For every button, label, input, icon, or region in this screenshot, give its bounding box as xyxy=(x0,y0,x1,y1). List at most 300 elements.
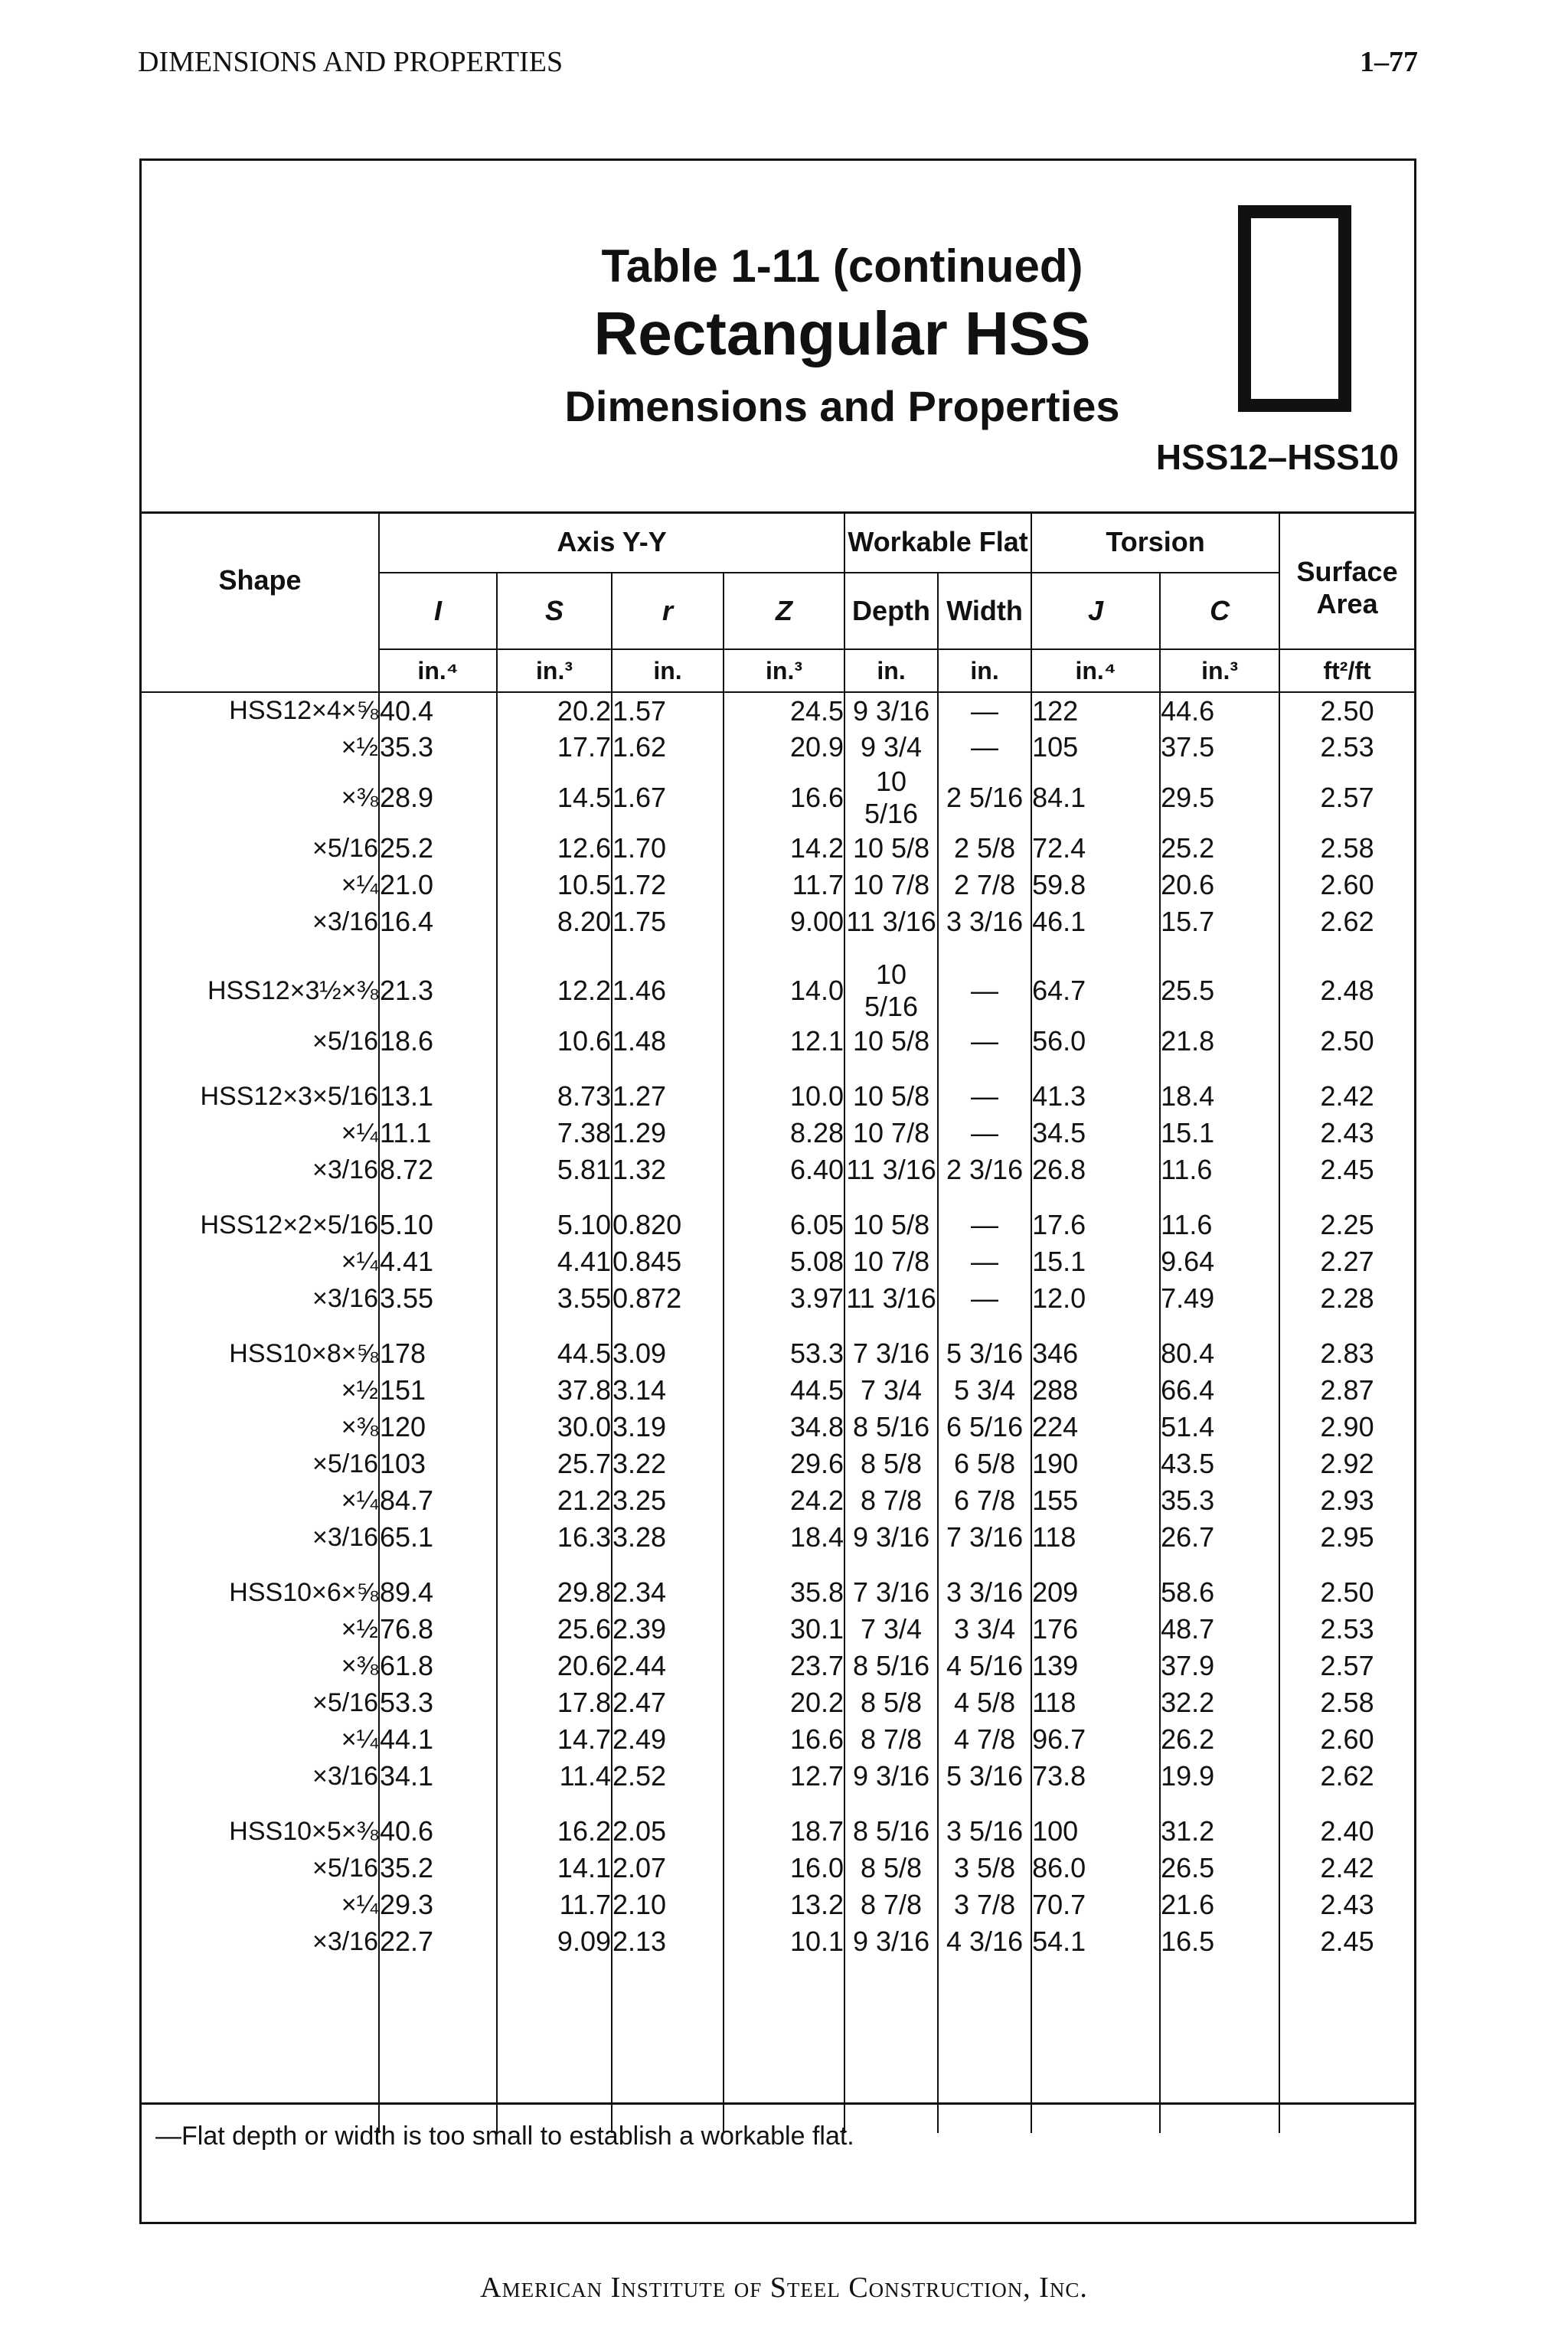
table-row xyxy=(142,692,1414,729)
cell-depth: 10 5/8 xyxy=(844,1023,938,1060)
cell-i: 120 xyxy=(379,1409,497,1446)
cell-i: 5.10 xyxy=(379,1207,497,1243)
cell-c: 19.9 xyxy=(1160,1758,1279,1795)
cell-z: 18.7 xyxy=(724,1813,844,1850)
spacer-cell xyxy=(844,1317,938,1335)
cell-r: 2.47 xyxy=(612,1684,724,1721)
cell-width: 5 3/16 xyxy=(938,1758,1031,1795)
table-row xyxy=(142,1850,1414,1886)
cell-z: 14.0 xyxy=(724,959,844,1023)
spacer-cell xyxy=(938,940,1031,959)
cell-j: 139 xyxy=(1031,1648,1160,1684)
cell-r: 2.44 xyxy=(612,1648,724,1684)
cell-area: 2.48 xyxy=(1279,959,1414,1023)
cell-shape: ×5/16 xyxy=(312,1026,378,1056)
table-row xyxy=(142,1758,1414,1795)
cell-shape: ×½ xyxy=(341,1614,378,1644)
cell-r: 3.09 xyxy=(612,1335,724,1372)
cell-i: 21.0 xyxy=(379,867,497,903)
cell-area: 2.40 xyxy=(1279,1813,1414,1850)
table-row xyxy=(142,1409,1414,1446)
spacer-cell xyxy=(497,1795,612,1813)
cell-shape: ×3/16 xyxy=(312,1926,378,1956)
cell-c: 11.6 xyxy=(1160,1207,1279,1243)
unit-width: in. xyxy=(938,649,1031,692)
table-row xyxy=(142,959,1414,1023)
table-row xyxy=(142,1611,1414,1648)
header-torsion: Torsion xyxy=(1031,511,1279,573)
cell-i: 76.8 xyxy=(379,1611,497,1648)
cell-i: 11.1 xyxy=(379,1115,497,1152)
table-row xyxy=(142,1280,1414,1317)
cell-s: 8.20 xyxy=(497,903,612,940)
cell-s: 21.2 xyxy=(497,1482,612,1519)
cell-shape: HSS10×8×⅝ xyxy=(229,1338,378,1368)
cell-s: 8.73 xyxy=(497,1078,612,1115)
cell-c: 20.6 xyxy=(1160,867,1279,903)
cell-area: 2.53 xyxy=(1279,729,1414,766)
cell-z: 16.6 xyxy=(724,1721,844,1758)
cell-c: 66.4 xyxy=(1160,1372,1279,1409)
cell-area: 2.25 xyxy=(1279,1207,1414,1243)
cell-area: 2.87 xyxy=(1279,1372,1414,1409)
cell-shape: ×¼ xyxy=(341,870,378,900)
cell-i: 22.7 xyxy=(379,1923,497,1960)
cell-shape: HSS12×3×5/16 xyxy=(200,1081,378,1111)
table-row xyxy=(142,1648,1414,1684)
cell-z: 8.28 xyxy=(724,1115,844,1152)
spacer-cell xyxy=(1160,1060,1279,1078)
cell-depth: 7 3/16 xyxy=(844,1335,938,1372)
cell-area: 2.57 xyxy=(1279,766,1414,830)
cell-s: 14.1 xyxy=(497,1850,612,1886)
cell-shape: ×½ xyxy=(341,732,378,762)
unit-area: ft²/ft xyxy=(1279,649,1414,692)
cell-z: 24.2 xyxy=(724,1482,844,1519)
spacer-cell xyxy=(1031,940,1160,959)
unit-z: in.³ xyxy=(724,649,844,692)
header-flat-width: Width xyxy=(938,573,1031,649)
cell-i: 103 xyxy=(379,1446,497,1482)
cell-width: 3 3/16 xyxy=(938,903,1031,940)
cell-i: 53.3 xyxy=(379,1684,497,1721)
spacer-cell xyxy=(497,1556,612,1574)
cell-j: 64.7 xyxy=(1031,959,1160,1023)
cell-s: 14.7 xyxy=(497,1721,612,1758)
page-number: 1–77 xyxy=(1360,46,1418,78)
unit-i: in.⁴ xyxy=(379,649,497,692)
cell-width: 2 3/16 xyxy=(938,1152,1031,1188)
cell-depth: 11 3/16 xyxy=(844,1152,938,1188)
cell-area: 2.27 xyxy=(1279,1243,1414,1280)
table-row xyxy=(142,1684,1414,1721)
cell-s: 12.6 xyxy=(497,830,612,867)
cell-i: 29.3 xyxy=(379,1886,497,1923)
table-row xyxy=(142,1078,1414,1115)
cell-depth: 8 5/16 xyxy=(844,1409,938,1446)
cell-shape: HSS12×4×⅝ xyxy=(229,696,378,725)
spacer-cell xyxy=(612,1556,724,1574)
cell-z: 9.00 xyxy=(724,903,844,940)
spacer-cell xyxy=(379,1795,497,1813)
cell-z: 30.1 xyxy=(724,1611,844,1648)
cell-c: 32.2 xyxy=(1160,1684,1279,1721)
spacer-cell xyxy=(1279,1060,1414,1078)
table-row xyxy=(142,830,1414,867)
cell-j: 56.0 xyxy=(1031,1023,1160,1060)
cell-shape: ×3/16 xyxy=(312,1283,378,1313)
cell-i: 28.9 xyxy=(379,766,497,830)
cell-r: 2.10 xyxy=(612,1886,724,1923)
table-row xyxy=(142,1115,1414,1152)
cell-i: 18.6 xyxy=(379,1023,497,1060)
spacer-cell xyxy=(379,1556,497,1574)
table-row xyxy=(142,1574,1414,1611)
table-title: Rectangular HSS xyxy=(593,299,1091,368)
cell-shape: HSS12×3½×⅜ xyxy=(207,975,378,1005)
spacer-cell xyxy=(1279,1188,1414,1207)
cell-j: 176 xyxy=(1031,1611,1160,1648)
spacer-cell xyxy=(724,1317,844,1335)
cell-depth: 9 3/16 xyxy=(844,1923,938,1960)
cell-area: 2.60 xyxy=(1279,867,1414,903)
cell-area: 2.90 xyxy=(1279,1409,1414,1446)
spacer-cell xyxy=(844,1795,938,1813)
running-head xyxy=(138,43,1418,81)
cell-area: 2.43 xyxy=(1279,1886,1414,1923)
cell-j: 346 xyxy=(1031,1335,1160,1372)
cell-area: 2.45 xyxy=(1279,1923,1414,1960)
table-row xyxy=(142,1152,1414,1188)
table-row xyxy=(142,1886,1414,1923)
table-row xyxy=(142,1446,1414,1482)
spacer-cell xyxy=(142,1317,379,1335)
cell-depth: 8 5/16 xyxy=(844,1648,938,1684)
cell-z: 12.7 xyxy=(724,1758,844,1795)
cell-width: 3 5/16 xyxy=(938,1813,1031,1850)
cell-r: 2.39 xyxy=(612,1611,724,1648)
cell-area: 2.58 xyxy=(1279,830,1414,867)
cell-c: 35.3 xyxy=(1160,1482,1279,1519)
cell-r: 2.49 xyxy=(612,1721,724,1758)
cell-z: 6.05 xyxy=(724,1207,844,1243)
cell-shape: ×3/16 xyxy=(312,906,378,936)
spacer-cell xyxy=(1160,1795,1279,1813)
cell-depth: 11 3/16 xyxy=(844,903,938,940)
spacer-cell xyxy=(724,1556,844,1574)
cell-depth: 8 7/8 xyxy=(844,1482,938,1519)
cell-j: 288 xyxy=(1031,1372,1160,1409)
cell-shape: HSS12×2×5/16 xyxy=(200,1210,378,1240)
cell-width: 6 7/8 xyxy=(938,1482,1031,1519)
cell-c: 15.7 xyxy=(1160,903,1279,940)
spacer-cell xyxy=(938,1317,1031,1335)
cell-shape: ×3/16 xyxy=(312,1522,378,1552)
cell-j: 17.6 xyxy=(1031,1207,1160,1243)
cell-s: 25.7 xyxy=(497,1446,612,1482)
cell-r: 1.29 xyxy=(612,1115,724,1152)
header-workable-flat: Workable Flat xyxy=(844,511,1031,573)
cell-j: 26.8 xyxy=(1031,1152,1160,1188)
cell-depth: 9 3/16 xyxy=(844,692,938,729)
cell-j: 12.0 xyxy=(1031,1280,1160,1317)
cell-i: 35.2 xyxy=(379,1850,497,1886)
cell-c: 29.5 xyxy=(1160,766,1279,830)
cell-c: 16.5 xyxy=(1160,1923,1279,1960)
unit-j: in.⁴ xyxy=(1031,649,1160,692)
cell-area: 2.50 xyxy=(1279,692,1414,729)
cell-z: 6.40 xyxy=(724,1152,844,1188)
group-spacer xyxy=(142,1060,1414,1078)
cell-width: 5 3/4 xyxy=(938,1372,1031,1409)
spacer-cell xyxy=(612,940,724,959)
cell-i: 44.1 xyxy=(379,1721,497,1758)
cell-depth: 10 7/8 xyxy=(844,1243,938,1280)
cell-area: 2.83 xyxy=(1279,1335,1414,1372)
cell-s: 10.5 xyxy=(497,867,612,903)
cell-c: 21.6 xyxy=(1160,1886,1279,1923)
publisher-footer: American Institute of Steel Construction, Inc. xyxy=(480,2272,1088,2304)
spacer-cell xyxy=(724,940,844,959)
cell-r: 3.14 xyxy=(612,1372,724,1409)
footnote xyxy=(142,2102,1414,2226)
spacer-cell xyxy=(142,1060,379,1078)
table-area xyxy=(142,511,1414,2102)
cell-r: 1.57 xyxy=(612,692,724,729)
cell-r: 0.820 xyxy=(612,1207,724,1243)
cell-s: 3.55 xyxy=(497,1280,612,1317)
spacer-cell xyxy=(1031,1317,1160,1335)
cell-z: 16.6 xyxy=(724,766,844,830)
cell-j: 84.1 xyxy=(1031,766,1160,830)
cell-r: 0.872 xyxy=(612,1280,724,1317)
cell-width: 4 7/8 xyxy=(938,1721,1031,1758)
cell-depth: 7 3/4 xyxy=(844,1372,938,1409)
cell-c: 11.6 xyxy=(1160,1152,1279,1188)
cell-j: 190 xyxy=(1031,1446,1160,1482)
cell-i: 3.55 xyxy=(379,1280,497,1317)
cell-shape: ×¼ xyxy=(341,1724,378,1754)
cell-j: 15.1 xyxy=(1031,1243,1160,1280)
cell-width: 3 3/4 xyxy=(938,1611,1031,1648)
cell-s: 11.4 xyxy=(497,1758,612,1795)
cell-j: 155 xyxy=(1031,1482,1160,1519)
cell-i: 21.3 xyxy=(379,959,497,1023)
cell-i: 16.4 xyxy=(379,903,497,940)
cell-area: 2.57 xyxy=(1279,1648,1414,1684)
cell-r: 1.72 xyxy=(612,867,724,903)
cell-shape: ×5/16 xyxy=(312,833,378,863)
cell-depth: 9 3/16 xyxy=(844,1519,938,1556)
cell-j: 73.8 xyxy=(1031,1758,1160,1795)
spacer-cell xyxy=(497,940,612,959)
cell-i: 25.2 xyxy=(379,830,497,867)
cell-shape: ×½ xyxy=(341,1375,378,1405)
spacer-cell xyxy=(497,1188,612,1207)
cell-depth: 8 5/16 xyxy=(844,1813,938,1850)
spacer-cell xyxy=(379,1188,497,1207)
cell-depth: 9 3/4 xyxy=(844,729,938,766)
cell-depth: 7 3/4 xyxy=(844,1611,938,1648)
cell-z: 29.6 xyxy=(724,1446,844,1482)
cell-z: 5.08 xyxy=(724,1243,844,1280)
cell-r: 1.46 xyxy=(612,959,724,1023)
cell-r: 1.62 xyxy=(612,729,724,766)
cell-z: 20.2 xyxy=(724,1684,844,1721)
cell-j: 86.0 xyxy=(1031,1850,1160,1886)
cell-r: 1.27 xyxy=(612,1078,724,1115)
cell-s: 10.6 xyxy=(497,1023,612,1060)
cell-depth: 10 5/16 xyxy=(844,766,938,830)
cell-z: 35.8 xyxy=(724,1574,844,1611)
spacer-cell xyxy=(142,1795,379,1813)
cell-depth: 10 5/16 xyxy=(844,959,938,1023)
cell-j: 224 xyxy=(1031,1409,1160,1446)
cell-c: 58.6 xyxy=(1160,1574,1279,1611)
cell-r: 3.28 xyxy=(612,1519,724,1556)
table-row xyxy=(142,1923,1414,1960)
spacer-cell xyxy=(379,1317,497,1335)
spacer-cell xyxy=(142,1556,379,1574)
spacer-cell xyxy=(142,940,379,959)
cell-c: 25.5 xyxy=(1160,959,1279,1023)
cell-s: 20.6 xyxy=(497,1648,612,1684)
cell-z: 24.5 xyxy=(724,692,844,729)
cell-width: 3 3/16 xyxy=(938,1574,1031,1611)
spacer-cell xyxy=(938,1060,1031,1078)
cell-s: 17.8 xyxy=(497,1684,612,1721)
table-body xyxy=(142,692,1414,2133)
cell-depth: 11 3/16 xyxy=(844,1280,938,1317)
cell-area: 2.43 xyxy=(1279,1115,1414,1152)
cell-c: 15.1 xyxy=(1160,1115,1279,1152)
cell-c: 44.6 xyxy=(1160,692,1279,729)
cell-s: 9.09 xyxy=(497,1923,612,1960)
cell-s: 12.2 xyxy=(497,959,612,1023)
cell-z: 16.0 xyxy=(724,1850,844,1886)
cell-shape: ×¼ xyxy=(341,1246,378,1276)
cell-width: — xyxy=(938,1280,1031,1317)
cell-depth: 10 5/8 xyxy=(844,830,938,867)
cell-i: 35.3 xyxy=(379,729,497,766)
spacer-cell xyxy=(938,1795,1031,1813)
cell-depth: 9 3/16 xyxy=(844,1758,938,1795)
header-axis-yy: Axis Y-Y xyxy=(379,511,844,573)
cell-area: 2.42 xyxy=(1279,1850,1414,1886)
cell-area: 2.50 xyxy=(1279,1023,1414,1060)
cell-j: 59.8 xyxy=(1031,867,1160,903)
cell-i: 40.6 xyxy=(379,1813,497,1850)
spacer-cell xyxy=(844,1556,938,1574)
cell-width: 3 5/8 xyxy=(938,1850,1031,1886)
cell-c: 31.2 xyxy=(1160,1813,1279,1850)
header-flat-depth: Depth xyxy=(844,573,938,649)
cell-z: 23.7 xyxy=(724,1648,844,1684)
cell-width: — xyxy=(938,1078,1031,1115)
cell-depth: 8 5/8 xyxy=(844,1446,938,1482)
spacer-cell xyxy=(1160,940,1279,959)
table-subtitle: Dimensions and Properties xyxy=(564,382,1120,430)
unit-r: in. xyxy=(612,649,724,692)
cell-z: 11.7 xyxy=(724,867,844,903)
table-row xyxy=(142,1721,1414,1758)
cell-shape: ×5/16 xyxy=(312,1449,378,1478)
cell-c: 9.64 xyxy=(1160,1243,1279,1280)
cell-shape: ×⅜ xyxy=(341,1651,378,1681)
cell-s: 5.81 xyxy=(497,1152,612,1188)
cell-r: 3.19 xyxy=(612,1409,724,1446)
cell-depth: 8 7/8 xyxy=(844,1886,938,1923)
cell-r: 2.34 xyxy=(612,1574,724,1611)
cell-j: 118 xyxy=(1031,1519,1160,1556)
cell-z: 13.2 xyxy=(724,1886,844,1923)
cell-shape: HSS10×6×⅝ xyxy=(229,1577,378,1607)
spacer-cell xyxy=(612,1795,724,1813)
table-row xyxy=(142,1243,1414,1280)
header-shape: Shape xyxy=(218,564,302,596)
cell-shape: ×⅜ xyxy=(341,782,378,812)
cell-i: 34.1 xyxy=(379,1758,497,1795)
table-row xyxy=(142,1519,1414,1556)
cell-z: 44.5 xyxy=(724,1372,844,1409)
cell-r: 1.70 xyxy=(612,830,724,867)
running-head-title: DIMENSIONS AND PROPERTIES xyxy=(138,46,564,78)
cell-s: 37.8 xyxy=(497,1372,612,1409)
spacer-cell xyxy=(1031,1060,1160,1078)
cell-area: 2.60 xyxy=(1279,1721,1414,1758)
cell-depth: 10 5/8 xyxy=(844,1207,938,1243)
header-surface-area: Surface Area xyxy=(1279,511,1414,649)
spacer-cell xyxy=(844,1188,938,1207)
cell-shape: ×¼ xyxy=(341,1485,378,1515)
cell-s: 44.5 xyxy=(497,1335,612,1372)
unit-s: in.³ xyxy=(497,649,612,692)
cell-s: 14.5 xyxy=(497,766,612,830)
cell-shape: ×3/16 xyxy=(312,1155,378,1184)
group-spacer xyxy=(142,1188,1414,1207)
header-torsional-constant-j: J xyxy=(1031,573,1160,649)
spacer-cell xyxy=(938,1556,1031,1574)
spacer-cell xyxy=(379,940,497,959)
spacer-cell xyxy=(938,1188,1031,1207)
cell-j: 54.1 xyxy=(1031,1923,1160,1960)
cell-width: — xyxy=(938,1207,1031,1243)
cell-width: — xyxy=(938,692,1031,729)
cell-s: 5.10 xyxy=(497,1207,612,1243)
cell-z: 53.3 xyxy=(724,1335,844,1372)
cell-c: 51.4 xyxy=(1160,1409,1279,1446)
cell-c: 37.9 xyxy=(1160,1648,1279,1684)
header-radius-of-gyration: r xyxy=(612,573,724,649)
cell-shape: ×5/16 xyxy=(312,1853,378,1883)
cell-s: 17.7 xyxy=(497,729,612,766)
cell-width: — xyxy=(938,1115,1031,1152)
cell-s: 16.2 xyxy=(497,1813,612,1850)
cell-z: 12.1 xyxy=(724,1023,844,1060)
table-row xyxy=(142,1813,1414,1850)
spacer-cell xyxy=(844,940,938,959)
cell-shape: HSS10×5×⅜ xyxy=(229,1816,378,1846)
cell-j: 118 xyxy=(1031,1684,1160,1721)
cell-i: 61.8 xyxy=(379,1648,497,1684)
header-torsional-constant-c: C xyxy=(1160,573,1279,649)
cell-shape: ×3/16 xyxy=(312,1761,378,1791)
cell-area: 2.45 xyxy=(1279,1152,1414,1188)
cell-j: 34.5 xyxy=(1031,1115,1160,1152)
cell-z: 18.4 xyxy=(724,1519,844,1556)
cell-i: 84.7 xyxy=(379,1482,497,1519)
cell-z: 14.2 xyxy=(724,830,844,867)
